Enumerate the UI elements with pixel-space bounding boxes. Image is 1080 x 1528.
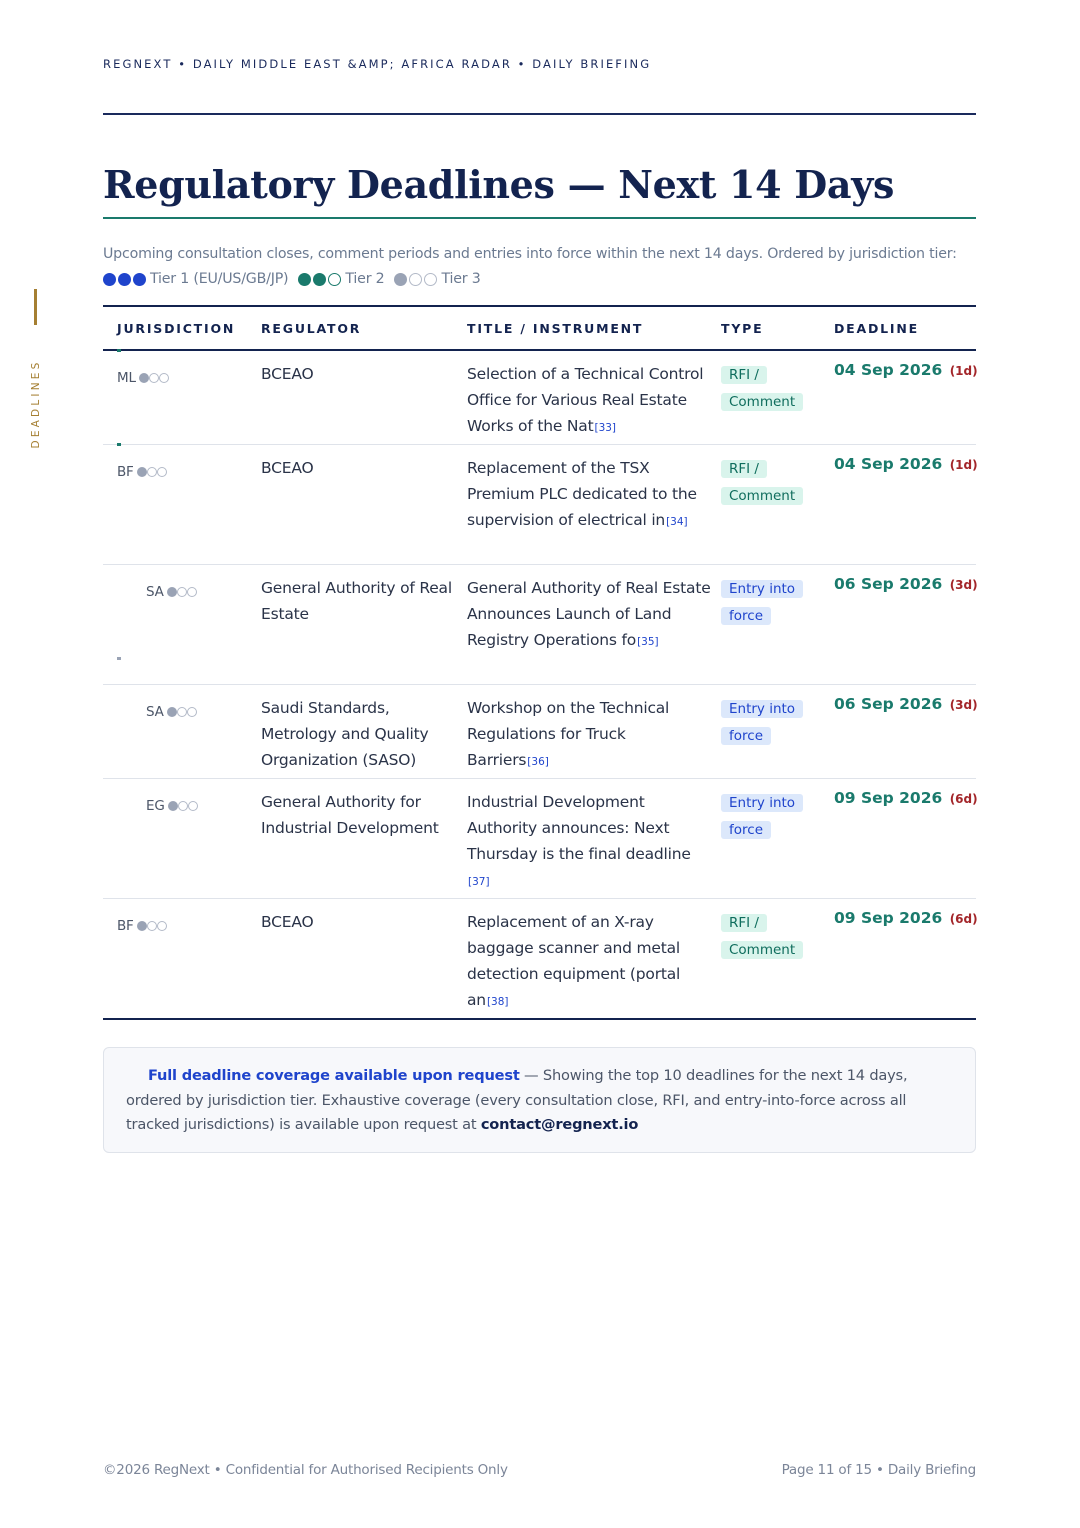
header-deadline: DEADLINE <box>834 320 919 336</box>
citation-link[interactable]: [34] <box>666 516 688 528</box>
filled-dot-icon <box>103 273 116 286</box>
regulator-cell: BCEAO <box>261 459 314 477</box>
header-regulator: REGULATOR <box>261 320 362 336</box>
regulator-cell: Saudi Standards, Metrology and Quality Organization (SASO) <box>261 699 429 769</box>
filled-dot-icon <box>118 273 131 286</box>
empty-dot-icon <box>409 273 422 286</box>
jurisdiction-code: SA <box>146 584 164 600</box>
footer-page-info: Page 11 of 15 • Daily Briefing <box>781 1462 976 1478</box>
page-title: Regulatory Deadlines — Next 14 Days <box>103 162 895 207</box>
tier3-dots-icon <box>168 801 198 811</box>
jurisdiction-cell <box>117 455 167 485</box>
running-header: REGNEXT • DAILY MIDDLE EAST &AMP; AFRICA RADAR • DAILY BRIEFING <box>103 57 652 71</box>
days-remaining: (6d) <box>949 912 978 926</box>
title-cell: General Authority of Real Estate Announces Launch of Land Registry Operations fo[35] <box>467 579 711 649</box>
citation-link[interactable]: [36] <box>527 756 549 768</box>
empty-dot-icon <box>328 273 341 286</box>
type-badge: RFI / Comment <box>721 914 803 959</box>
title-cell: Selection of a Technical Control Office for Various Real Estate Works of the Nat[33] <box>467 365 704 435</box>
title-cell: Industrial Development Authority announces: Next Thursday is the final deadline [37] <box>467 793 691 888</box>
regulator-cell: General Authority of Real Estate <box>261 579 452 623</box>
citation-link[interactable]: [33] <box>594 422 617 434</box>
regulator-cell: BCEAO <box>261 913 314 931</box>
type-badge: Entry into force <box>721 794 803 839</box>
type-badge: RFI / Comment <box>721 366 803 411</box>
contact-email-link[interactable]: contact@regnext.io <box>480 1116 639 1133</box>
legend-tier1 <box>103 267 288 292</box>
regulator-cell: General Authority for Industrial Development <box>261 793 439 837</box>
type-badge: RFI / Comment <box>721 460 803 505</box>
tier3-dots-icon <box>137 921 167 931</box>
empty-dot-icon <box>424 273 437 286</box>
type-badge: Entry into force <box>721 700 803 745</box>
jurisdiction-code: EG <box>146 798 165 814</box>
citation-link[interactable]: [38] <box>486 996 509 1008</box>
header-jurisdiction: JURISDICTION <box>117 320 236 336</box>
jurisdiction-cell <box>117 361 169 391</box>
filled-dot-icon <box>133 273 146 286</box>
tier3-dots-icon <box>167 707 197 717</box>
legend-tier2-label: Tier 2 <box>345 271 385 287</box>
days-remaining: (1d) <box>949 458 978 472</box>
title-cell: Workshop on the Technical Regulations for Truck Barriers[36] <box>467 699 670 769</box>
citation-link[interactable]: [35] <box>637 636 659 648</box>
title-rule <box>103 217 976 219</box>
deadline-cell: 06 Sep 2026 (3d) <box>834 695 978 713</box>
tier3-dots-icon <box>137 467 167 477</box>
coverage-callout <box>103 1047 976 1153</box>
legend-tier2 <box>298 267 384 292</box>
title-cell: Replacement of the TSX Premium PLC dedicated to the supervision of electrical in[34] <box>467 459 697 529</box>
tier3-dots-icon <box>167 587 197 597</box>
row-marker <box>117 443 121 446</box>
table-row <box>103 351 976 445</box>
title-cell: Replacement of an X-ray baggage scanner and metal detection equipment (portal an[38] <box>467 913 681 1009</box>
header-title: TITLE / INSTRUMENT <box>467 320 644 336</box>
tier3-dots-icon <box>394 273 437 286</box>
callout-body: — Showing the top 10 deadlines for the next 14 days, ordered by jurisdiction tier. Exhaustive coverage (every consultation close, RFI, and entry-into-force across all tracked jurisdictions) is available upon request at <box>126 1067 908 1133</box>
table-header-row <box>103 305 976 351</box>
section-accent-bar <box>34 289 37 325</box>
jurisdiction-cell <box>117 695 197 725</box>
filled-dot-icon <box>298 273 311 286</box>
footer-copyright: ©2026 RegNext • Confidential for Authorised Recipients Only <box>103 1462 508 1478</box>
regulator-cell: BCEAO <box>261 365 314 383</box>
filled-dot-icon <box>394 273 407 286</box>
days-remaining: (1d) <box>949 364 978 378</box>
legend-tier3-label: Tier 3 <box>441 271 481 287</box>
deadline-cell: 09 Sep 2026 (6d) <box>834 909 978 927</box>
tier3-dots-icon <box>139 373 169 383</box>
jurisdiction-code: BF <box>117 464 134 480</box>
table-row <box>103 445 976 565</box>
header-type: TYPE <box>721 320 764 336</box>
deadline-cell: 09 Sep 2026 (6d) <box>834 789 978 807</box>
deadline-cell: 06 Sep 2026 (3d) <box>834 575 978 593</box>
jurisdiction-cell <box>117 909 167 939</box>
days-remaining: (3d) <box>949 698 978 712</box>
header-rule <box>103 113 976 115</box>
citation-link[interactable]: [37] <box>468 876 490 888</box>
jurisdiction-code: BF <box>117 918 134 934</box>
days-remaining: (6d) <box>949 792 978 806</box>
row-marker <box>117 349 121 352</box>
row-marker <box>117 657 121 660</box>
deadline-cell: 04 Sep 2026 (1d) <box>834 361 978 379</box>
days-remaining: (3d) <box>949 578 978 592</box>
intro-paragraph: Upcoming consultation closes, comment periods and entries into force within the next 14 days. Ordered by jurisdiction tier: <box>103 246 957 262</box>
jurisdiction-cell <box>117 789 198 819</box>
table-row <box>103 779 976 899</box>
table-row <box>103 565 976 685</box>
type-badge: Entry into force <box>721 580 803 625</box>
tier2-dots-icon <box>298 273 341 286</box>
table-row <box>103 899 976 1020</box>
jurisdiction-cell <box>117 575 197 605</box>
deadline-cell: 04 Sep 2026 (1d) <box>834 455 978 473</box>
jurisdiction-code: SA <box>146 704 164 720</box>
table-row <box>103 685 976 779</box>
tier1-dots-icon <box>103 273 146 286</box>
callout-lead: Full deadline coverage available upon request <box>148 1067 520 1084</box>
section-side-label: DEADLINES <box>30 359 42 449</box>
intro-text <box>103 242 983 292</box>
deadlines-table <box>103 305 976 1020</box>
tier-legend <box>103 267 983 292</box>
jurisdiction-code: ML <box>117 370 136 386</box>
legend-tier1-label: Tier 1 (EU/US/GB/JP) <box>150 271 289 287</box>
filled-dot-icon <box>313 273 326 286</box>
legend-tier3 <box>394 267 480 292</box>
